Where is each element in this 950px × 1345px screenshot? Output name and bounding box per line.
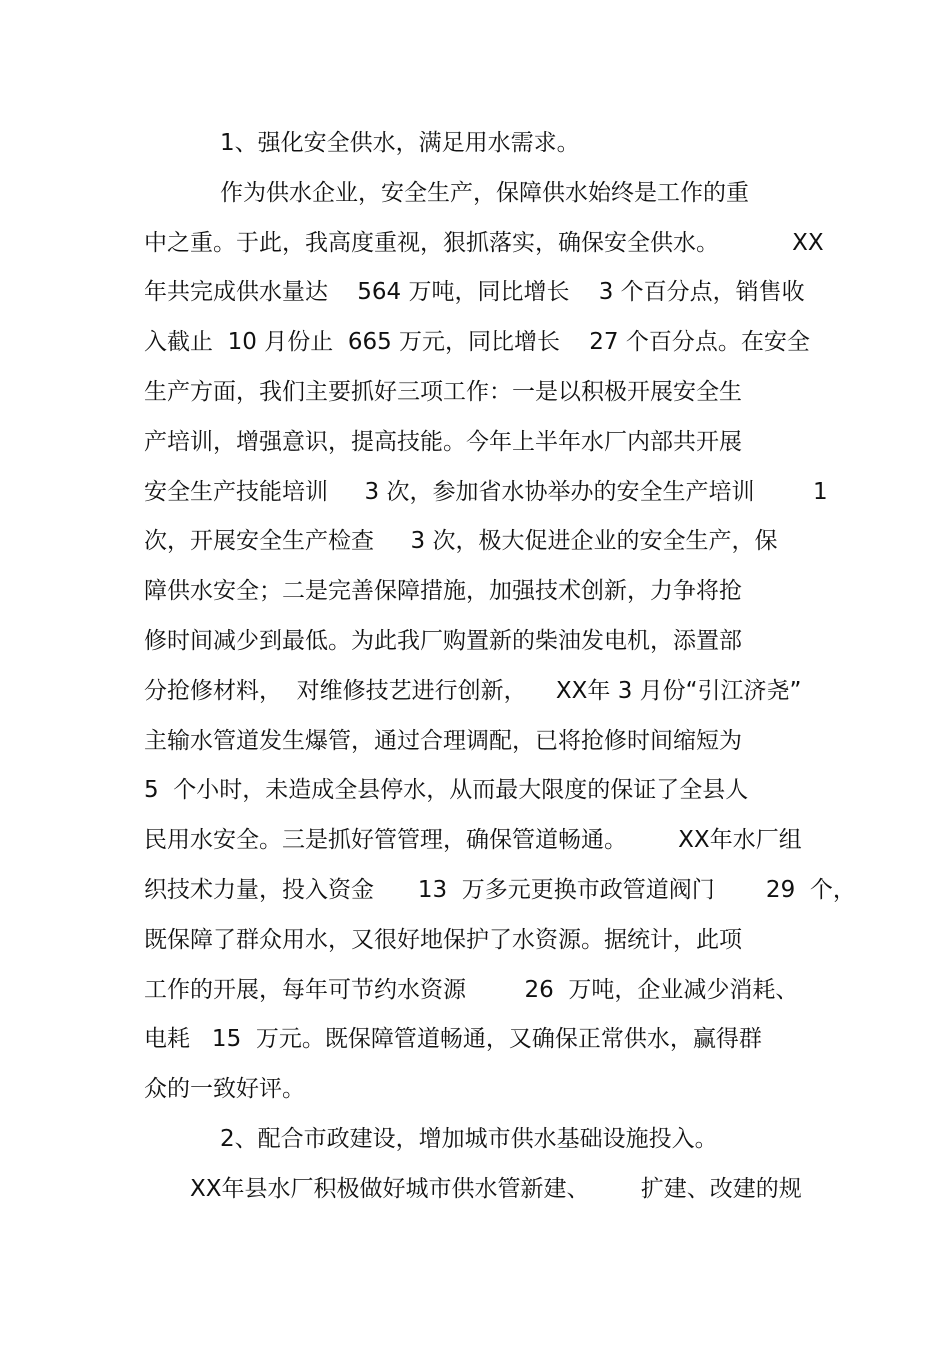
paragraph-line: 既保障了群众用水，又很好地保护了水资源。据统计，此项 — [144, 927, 742, 953]
heading-1: 1、强化安全供水，满足用水需求。 — [220, 130, 580, 156]
paragraph-line: 中之重。于此，我高度重视，狠抓落实，确保安全供水。 XX — [144, 230, 824, 256]
paragraph-line: 修时间减少到最低。为此我厂购置新的柴油发电机，添置部 — [144, 628, 742, 654]
paragraph-line: 作为供水企业，安全生产，保障供水始终是工作的重 — [220, 180, 749, 206]
paragraph-line: 织技术力量，投入资金 13 万多元更换市政管道阀门 29 个， — [144, 877, 856, 903]
paragraph-line: 主输水管道发生爆管，通过合理调配，已将抢修时间缩短为 — [144, 728, 742, 754]
heading-2: 2、配合市政建设，增加城市供水基础设施投入。 — [220, 1126, 718, 1152]
paragraph-line: 安全生产技能培训 3 次，参加省水协举办的安全生产培训 1 — [144, 479, 828, 505]
paragraph-line: 分抢修材料， 对维修技艺进行创新， XX年 3 月份“引江济尧” — [144, 678, 802, 704]
paragraph-line: 产培训，增强意识，提高技能。今年上半年水厂内部共开展 — [144, 429, 742, 455]
paragraph-line: 生产方面，我们主要抓好三项工作：一是以积极开展安全生 — [144, 379, 742, 405]
paragraph-line: 民用水安全。三是抓好管管理，确保管道畅通。 XX年水厂组 — [144, 827, 802, 853]
paragraph-line: 年共完成供水量达 564 万吨，同比增长 3 个百分点，销售收 — [144, 279, 805, 305]
paragraph-line: 次，开展安全生产检查 3 次，极大促进企业的安全生产，保 — [144, 528, 778, 554]
paragraph-line: 障供水安全；二是完善保障措施，加强技术创新，力争将抢 — [144, 578, 742, 604]
paragraph-line: 电耗 15 万元。既保障管道畅通，又确保正常供水，赢得群 — [144, 1026, 762, 1052]
paragraph-line: 工作的开展，每年可节约水资源 26 万吨，企业减少消耗、 — [144, 977, 799, 1003]
paragraph-line: 5 个小时，未造成全县停水，从而最大限度的保证了全县人 — [144, 777, 749, 803]
paragraph-line: 入截止 10 月份止 665 万元，同比增长 27 个百分点。在安全 — [144, 329, 810, 355]
paragraph-line: 众的一致好评。 — [144, 1076, 305, 1102]
paragraph-line: XX年县水厂积极做好城市供水管新建、 扩建、改建的规 — [190, 1176, 802, 1202]
